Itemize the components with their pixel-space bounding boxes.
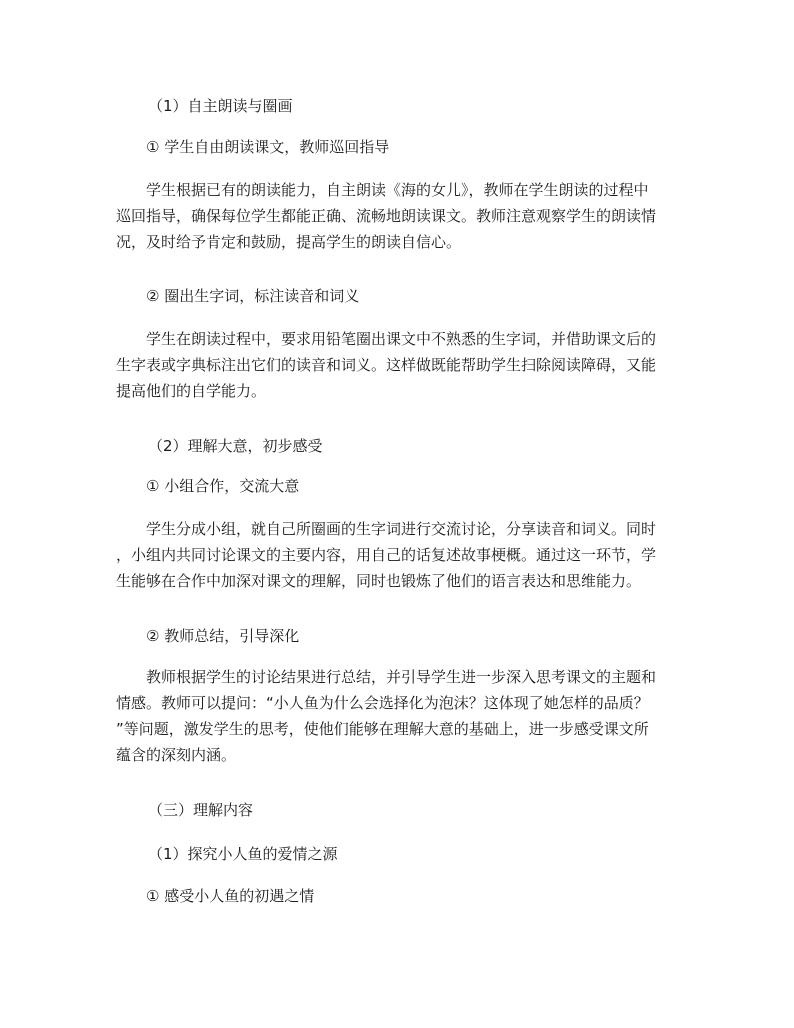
paragraph-4 xyxy=(116,664,676,768)
subheading-2-2: ② 教师总结，引导深化 xyxy=(146,627,300,645)
paragraph-line: 学生分成小组，就自己所圈画的生字词进行交流讨论，分享读音和词义。同时 xyxy=(146,520,657,538)
paragraph-3 xyxy=(116,516,676,594)
paragraph-1 xyxy=(116,177,676,255)
subheading-2-1: ① 小组合作，交流大意 xyxy=(146,477,300,495)
subheading-1-1: ① 学生自由朗读课文，教师巡回指导 xyxy=(146,138,390,156)
paragraph-line: 生能够在合作中加深对课文的理解，同时也锻炼了他们的语言表达和思维能力。 xyxy=(116,572,642,590)
paragraph-line: ，小组内共同讨论课文的主要内容，用自己的话复述故事梗概。通过这一环节，学 xyxy=(116,546,657,564)
subheading-1-2: ② 圈出生字词，标注读音和词义 xyxy=(146,287,360,305)
paragraph-2 xyxy=(116,326,676,404)
paragraph-line: 巡回指导，确保每位学生都能正确、流畅地朗读课文。教师注意观察学生的朗读情 xyxy=(116,207,657,225)
paragraph-line: 蕴含的深刻内涵。 xyxy=(116,746,237,764)
paragraph-line: 教师根据学生的讨论结果进行总结，并引导学生进一步深入思考课文的主题和 xyxy=(146,668,657,686)
subheading-3-1: （1）探究小人鱼的爱情之源 xyxy=(148,845,338,863)
paragraph-line: 生字表或字典标注出它们的读音和词义。这样做既能帮助学生扫除阅读障碍，又能 xyxy=(116,356,657,374)
section-heading-3: （三）理解内容 xyxy=(148,801,254,819)
paragraph-line: 学生根据已有的朗读能力，自主朗读《海的女儿》，教师在学生朗读的过程中 xyxy=(146,181,649,199)
paragraph-line: 提高他们的自学能力。 xyxy=(116,382,267,400)
section-heading-2: （2）理解大意，初步感受 xyxy=(148,437,323,455)
section-heading-1: （1）自主朗读与圈画 xyxy=(148,97,293,115)
paragraph-line: 况，及时给予肯定和鼓励，提高学生的朗读自信心。 xyxy=(116,233,462,251)
paragraph-line: 学生在朗读过程中，要求用铅笔圈出课文中不熟悉的生字词，并借助课文后的 xyxy=(146,330,657,348)
subheading-3-1-1: ① 感受小人鱼的初遇之情 xyxy=(146,887,315,905)
paragraph-line: 情感。教师可以提问：“小人鱼为什么会选择化为泡沫？这体现了她怎样的品质？ xyxy=(116,694,649,712)
paragraph-line: ”等问题，激发学生的思考，使他们能够在理解大意的基础上，进一步感受课文所 xyxy=(116,720,649,738)
